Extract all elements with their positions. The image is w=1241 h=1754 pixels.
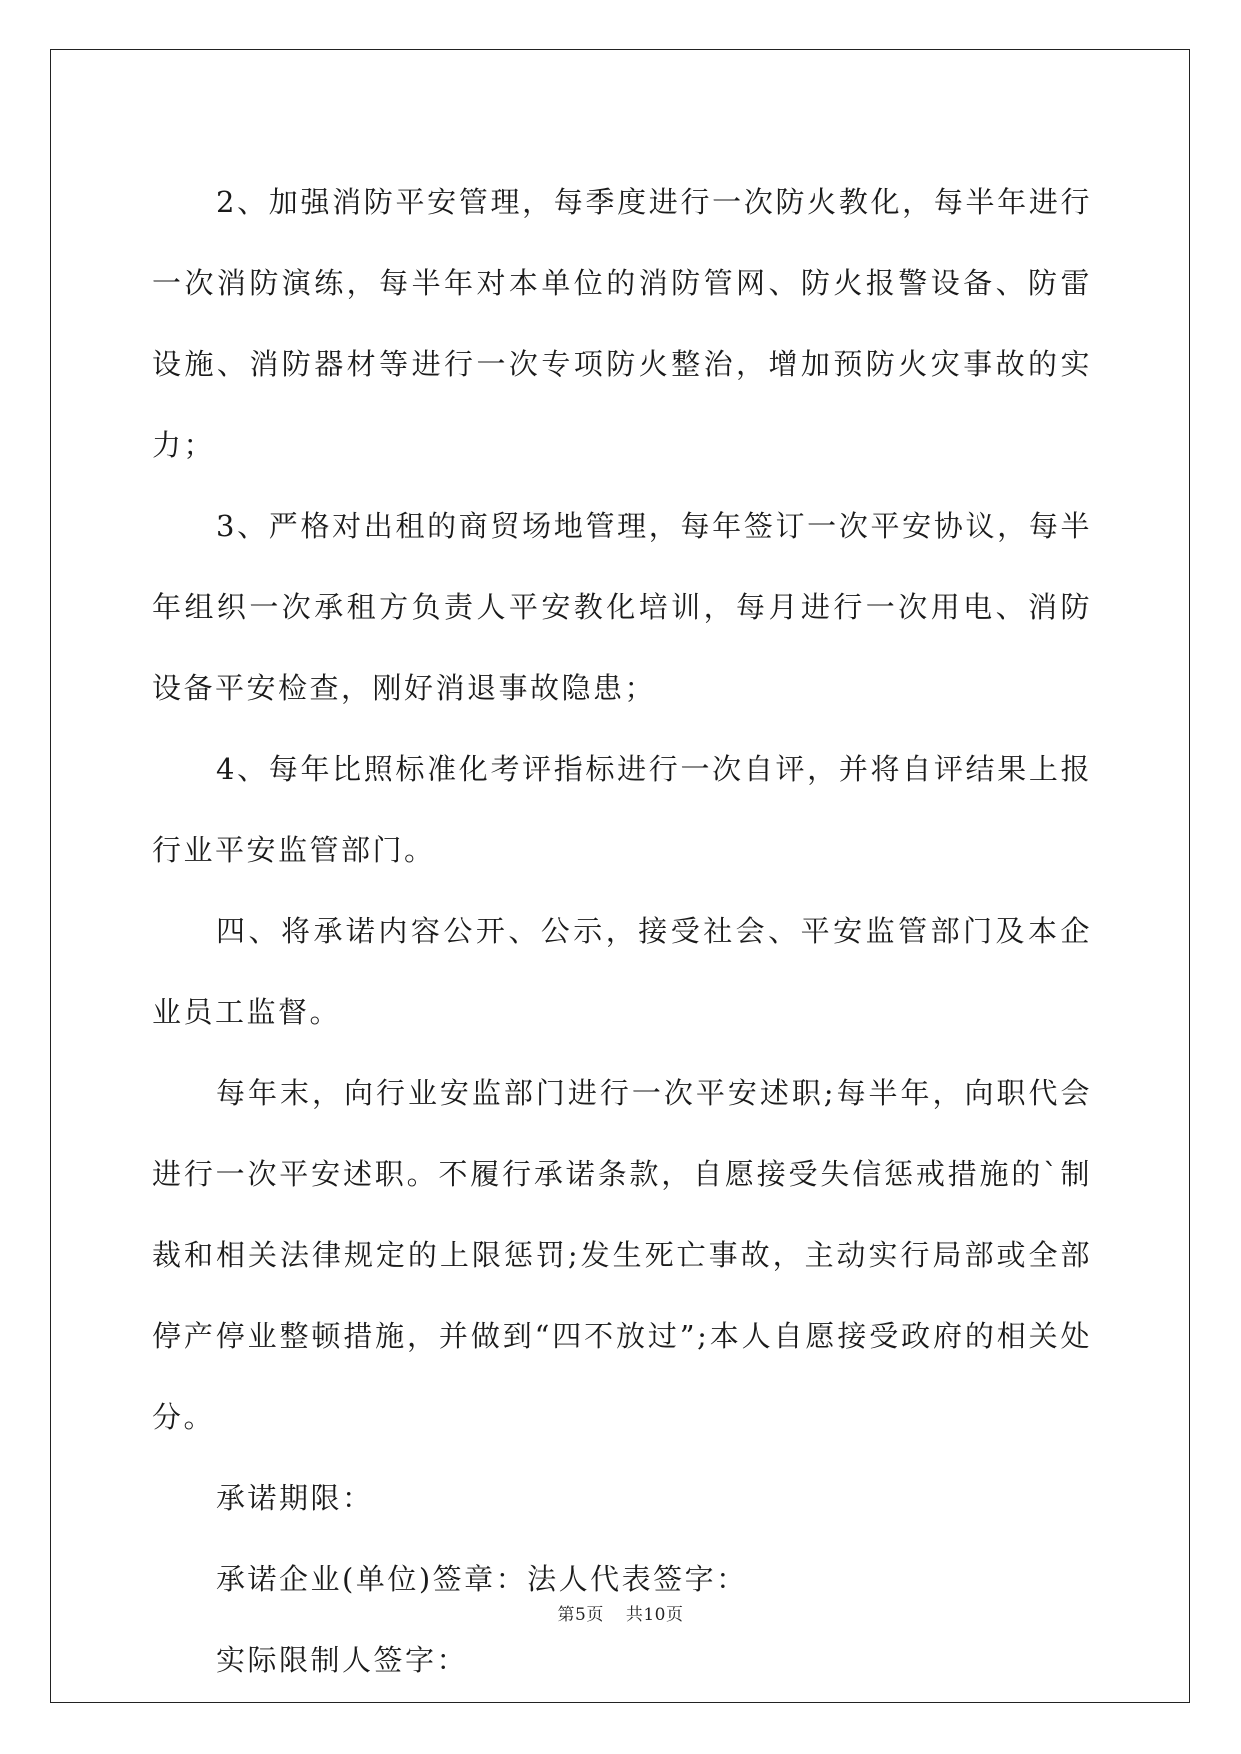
paragraph-annual-report: 每年末，向行业安监部门进行一次平安述职;每半年，向职代会进行一次平安述职。不履行承诺条款，自愿接受失信惩戒措施的`制裁和相关法律规定的上限惩罚;发生死亡事故，主动实行局部或全部停产停业整顿措施，并做到“四不放过”;本人自愿接受政府的相关处分。 [152,1076,1092,1434]
paragraph-item-2: 2、加强消防平安管理，每季度进行一次防火教化，每半年进行一次消防演练，每半年对本单位的消防管网、防火报警设备、防雷设施、消防器材等进行一次专项防火整治，增加预防火灾事故的实力； [152,185,1092,462]
company-seal-line: 承诺企业(单位)签章：法人代表签字： [216,1562,748,1596]
page-number: 第5页 [557,1605,604,1625]
controller-signature-line: 实际限制人签字： [216,1643,469,1677]
paragraph-item-4: 4、每年比照标准化考评指标进行一次自评，并将自评结果上报行业平安监管部门。 [152,752,1092,867]
paragraph-item-3: 3、严格对出租的商贸场地管理，每年签订一次平安协议，每半年组织一次承租方负责人平安教化培训，每月进行一次用电、消防设备平安检查，刚好消退事故隐患； [152,509,1092,705]
page-footer [0,1600,1241,1625]
paragraph-section-4: 四、将承诺内容公开、公示，接受社会、平安监管部门及本企业员工监督。 [152,914,1092,1029]
commitment-period-line: 承诺期限： [216,1481,374,1515]
page-total: 共10页 [625,1605,684,1625]
document-body [152,162,1092,1701]
